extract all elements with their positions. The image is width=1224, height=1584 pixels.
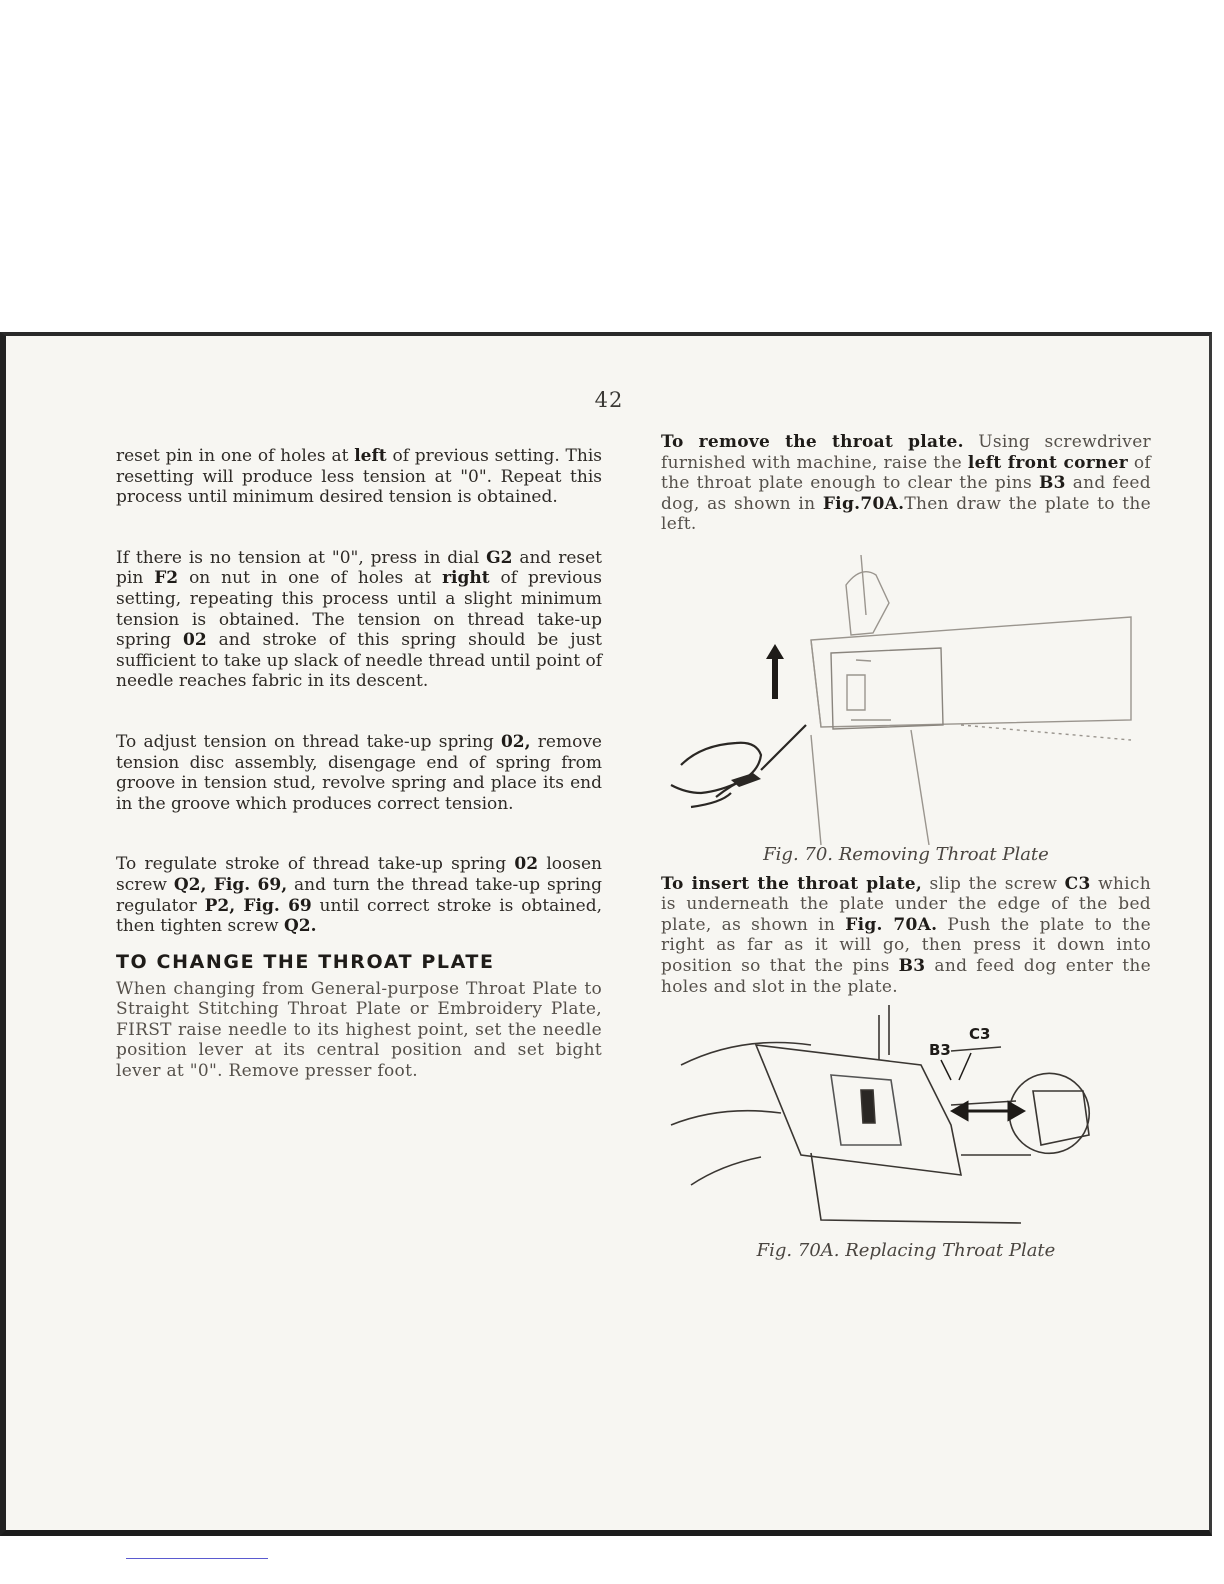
body-text: on nut in one of holes at	[178, 568, 443, 589]
paragraph-reset-left	[116, 446, 602, 508]
figure-70-removing-plate	[661, 545, 1151, 845]
body-text: of the throat plate enough to clear the pins	[661, 452, 1151, 494]
right-column	[661, 432, 1151, 1262]
emphasis-text: C3	[1064, 873, 1091, 894]
body-text: and feed dog enter the holes and slot in the plate.	[661, 955, 1151, 997]
body-text: of previous setting, repeating this process until a slight minimum tension is obtained. The tension on thread take-up spring	[116, 568, 603, 651]
emphasis-text: Q2, Fig. 69,	[173, 874, 288, 895]
emphasis-text: P2, Fig. 69	[204, 895, 312, 916]
left-column	[116, 446, 602, 1082]
body-text: slip the screw	[922, 873, 1065, 894]
bottom-rule	[126, 1558, 268, 1559]
emphasis-text: 02,	[500, 731, 531, 752]
body-text: and reset pin	[116, 547, 603, 589]
body-text: and feed dog, as shown in	[661, 473, 1151, 514]
emphasis-text: B3	[898, 955, 926, 976]
body-text: loosen screw	[116, 854, 602, 895]
body-text: Push the plate to the right as far as it will go, then press it down into position so that the pins	[661, 914, 1152, 976]
body-text: remove tension disc assembly, disengage end of spring from groove in tension stud, revolve spring and place its end in the groove which produces correct tension.	[116, 731, 602, 814]
body-text: of previous setting. This resetting will produce less tension at "0". Repeat this process until minimum desired tension is obtained.	[116, 446, 602, 508]
paragraph-no-tension	[116, 548, 602, 692]
emphasis-text: Q2.	[283, 916, 317, 937]
emphasis-text: To remove the throat plate.	[661, 432, 964, 452]
figure-70a-replacing-plate	[661, 1005, 1151, 1241]
emphasis-text: left front corner	[967, 452, 1129, 473]
emphasis-text: left	[354, 446, 387, 466]
removing-throat-plate-illustration	[661, 545, 1151, 845]
body-text: To adjust tension on thread take-up spring	[116, 731, 501, 752]
figure-70a-caption: Fig. 70A. Replacing Throat Plate	[756, 1240, 1056, 1262]
emphasis-text: Fig.70A.	[822, 493, 905, 514]
emphasis-text: 02	[182, 630, 207, 651]
figure-70-caption: Fig. 70. Removing Throat Plate	[763, 843, 1049, 865]
paragraph-insert-plate	[661, 874, 1151, 998]
scanned-page	[0, 332, 1212, 1536]
paragraph-change-plate	[116, 979, 602, 1082]
body-text: reset pin in one of holes at	[116, 446, 355, 466]
body-text: and stroke of this spring should be just sufficient to take up slack of needle thread until point of needle reaches fabric in its descent.	[116, 630, 603, 692]
emphasis-text: G2	[486, 547, 513, 568]
body-text: When changing from General-purpose Throat Plate to Straight Stitching Throat Plate or Embroidery Plate, FIRST raise needle to its highest point, set the needle position lever at its central position and set bight lever at "0". Remove presser foot.	[116, 978, 602, 1082]
body-text: If there is no tension at "0", press in dial	[116, 547, 487, 568]
body-text: which is underneath the plate under the edge of the bed plate, as shown in	[661, 873, 1151, 935]
body-text: and turn the thread take-up spring regulator	[116, 874, 602, 916]
emphasis-text: Fig. 70A.	[845, 914, 938, 935]
body-text: Then draw the plate to the left.	[661, 493, 1152, 535]
body-text: until correct stroke is obtained, then tighten screw	[116, 895, 603, 937]
emphasis-text: B3	[1038, 473, 1066, 494]
paragraph-regulate-stroke	[116, 854, 602, 936]
emphasis-text: To insert the throat plate,	[661, 873, 923, 894]
body-text: To regulate stroke of thread take-up spring	[116, 854, 515, 875]
emphasis-text: right	[442, 568, 490, 589]
replacing-throat-plate-illustration	[661, 1005, 1151, 1241]
label-c3: C3	[969, 1025, 991, 1044]
emphasis-text: F2	[154, 568, 179, 589]
section-heading: TO CHANGE THE THROAT PLATE	[116, 950, 495, 973]
body-text: Using screwdriver furnished with machine, raise the	[661, 432, 1151, 473]
label-b3: B3	[929, 1041, 951, 1060]
emphasis-text: 02	[514, 854, 539, 875]
page-number: 42	[594, 388, 624, 412]
paragraph-remove-plate	[661, 432, 1151, 535]
paragraph-adjust-tension	[116, 732, 602, 814]
